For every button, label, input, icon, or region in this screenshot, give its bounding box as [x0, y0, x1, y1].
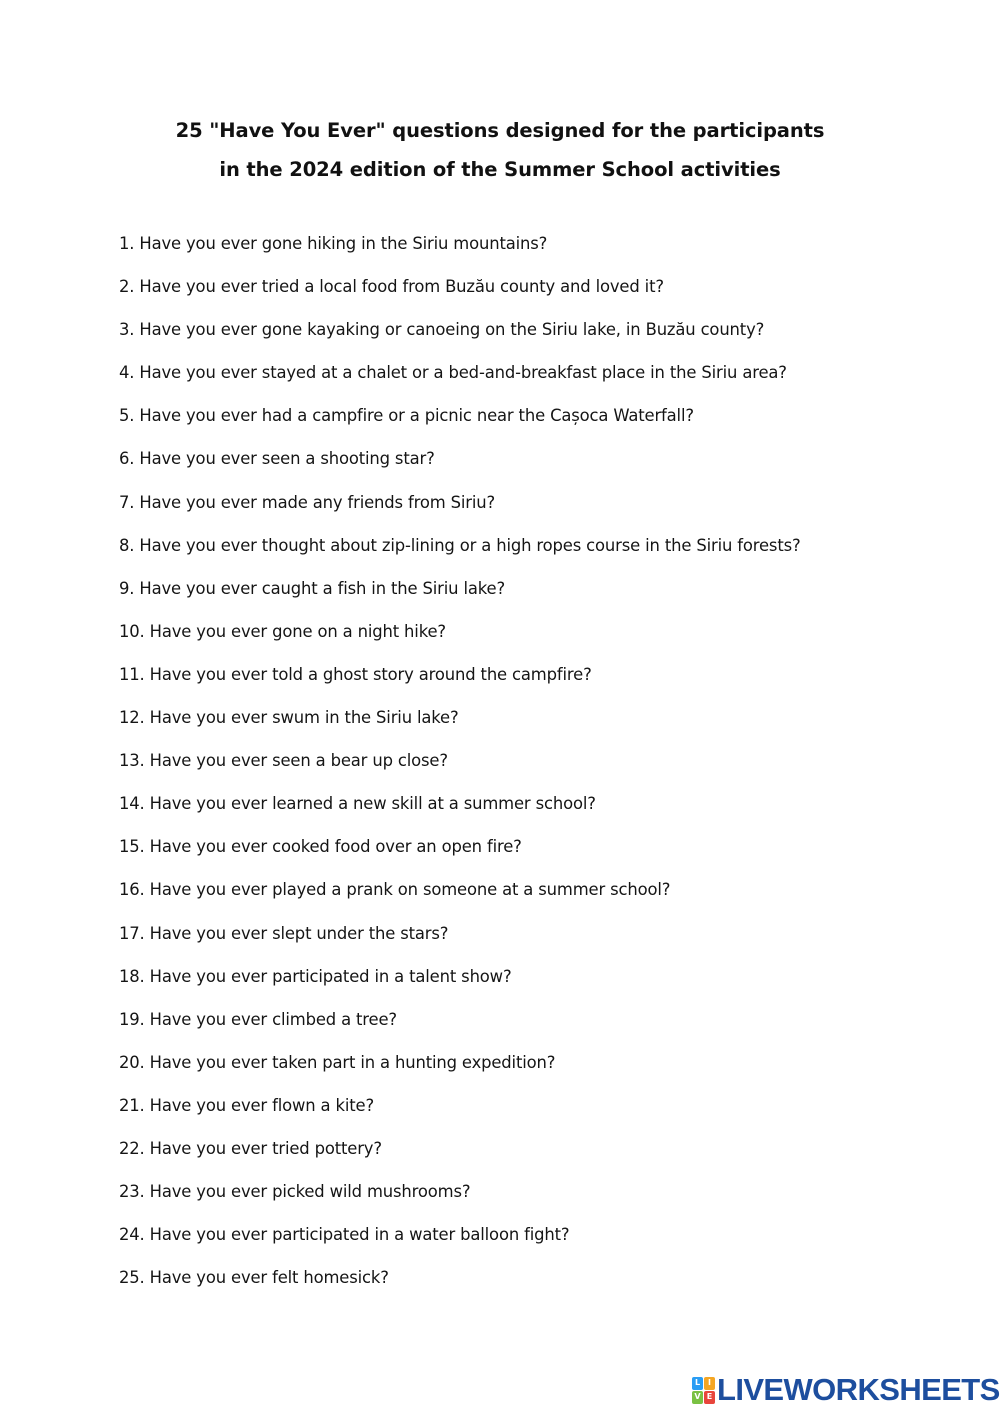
question-item: 24. Have you ever participated in a water balloon fight?	[119, 1225, 570, 1245]
question-item: 23. Have you ever picked wild mushrooms?	[119, 1182, 471, 1202]
question-item: 9. Have you ever caught a fish in the Siriu lake?	[119, 578, 505, 598]
question-item: 4. Have you ever stayed at a chalet or a bed-and-breakfast place in the Siriu area?	[119, 363, 787, 383]
logo-mark-letter: V	[692, 1391, 703, 1404]
liveworksheets-logo[interactable]	[692, 1373, 1000, 1407]
question-item: 25. Have you ever felt homesick?	[119, 1268, 389, 1288]
question-item: 21. Have you ever flown a kite?	[119, 1095, 374, 1115]
question-item: 13. Have you ever seen a bear up close?	[119, 751, 448, 771]
liveworksheets-logo-icon	[692, 1377, 714, 1403]
question-item: 5. Have you ever had a campfire or a picnic near the Cașoca Waterfall?	[119, 406, 694, 426]
page-title-line-2: in the 2024 edition of the Summer School activities	[219, 158, 781, 181]
question-item: 6. Have you ever seen a shooting star?	[119, 449, 435, 469]
logo-text: LIVEWORKSHEETS	[717, 1372, 1000, 1407]
question-item: 15. Have you ever cooked food over an open fire?	[119, 837, 522, 857]
logo-mark-letter: E	[704, 1391, 715, 1404]
question-item: 11. Have you ever told a ghost story around the campfire?	[119, 664, 592, 684]
question-item: 20. Have you ever taken part in a hunting expedition?	[119, 1052, 556, 1072]
question-item: 1. Have you ever gone hiking in the Siriu mountains?	[119, 234, 548, 253]
question-item: 16. Have you ever played a prank on someone at a summer school?	[119, 880, 671, 900]
question-item: 2. Have you ever tried a local food from Buzău county and loved it?	[119, 277, 664, 297]
question-item: 22. Have you ever tried pottery?	[119, 1138, 382, 1158]
question-item: 17. Have you ever slept under the stars?	[119, 923, 449, 943]
question-item: 10. Have you ever gone on a night hike?	[119, 621, 446, 641]
logo-mark-letter: L	[692, 1377, 703, 1390]
question-item: 19. Have you ever climbed a tree?	[119, 1009, 397, 1029]
question-item: 8. Have you ever thought about zip-lining or a high ropes course in the Siriu forests?	[119, 535, 801, 555]
logo-mark-letter: I	[704, 1377, 715, 1390]
question-item: 7. Have you ever made any friends from Siriu?	[119, 492, 496, 512]
question-item: 12. Have you ever swum in the Siriu lake?	[119, 708, 459, 728]
page-title-line-1: 25 "Have You Ever" questions designed for the participants	[175, 119, 825, 142]
question-item: 3. Have you ever gone kayaking or canoeing on the Siriu lake, in Buzău county?	[119, 320, 765, 340]
question-item: 18. Have you ever participated in a talent show?	[119, 966, 512, 986]
question-list	[119, 231, 801, 1308]
question-item: 14. Have you ever learned a new skill at a summer school?	[119, 794, 596, 814]
